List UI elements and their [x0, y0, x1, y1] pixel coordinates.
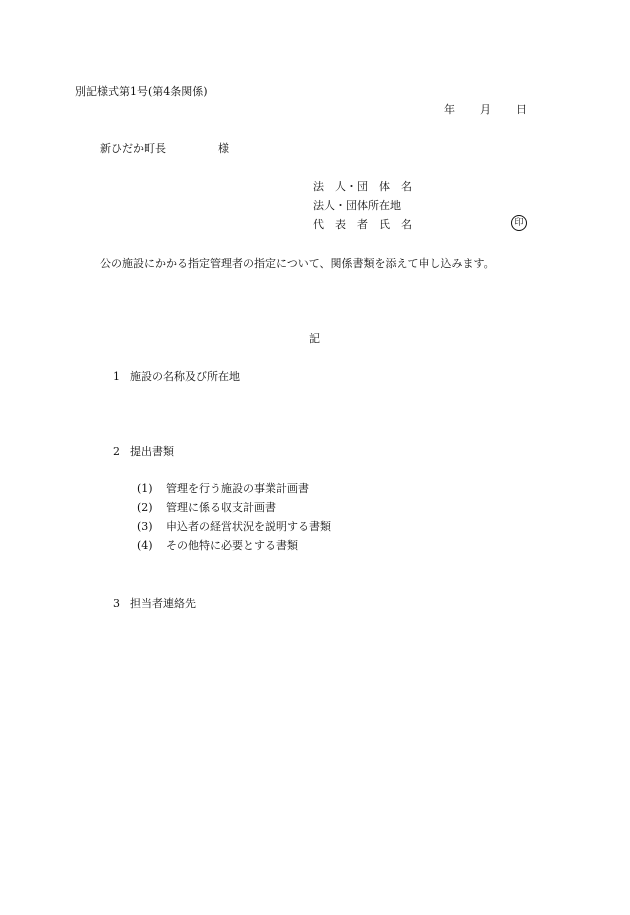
item-number: 1: [113, 370, 120, 383]
date-day-label: 日: [516, 103, 527, 116]
document-number: (1): [137, 482, 153, 495]
applicant-name-label: 法 人・団 体 名: [313, 180, 412, 193]
item-number: 2: [113, 445, 120, 458]
seal-mark: 印: [511, 215, 527, 231]
addressee-honorific: 様: [218, 142, 229, 155]
addressee-name: 新ひだか町長: [100, 142, 166, 155]
document-item: その他特に必要とする書類: [166, 539, 298, 552]
document-number: (2): [137, 501, 153, 514]
date-year-label: 年: [444, 103, 455, 116]
document-item: 申込者の経営状況を説明する書類: [166, 520, 331, 533]
applicant-address-label: 法人・団体所在地: [313, 199, 401, 212]
ki-heading: 記: [309, 332, 320, 345]
item-number: 3: [113, 597, 120, 610]
date-month-label: 月: [480, 103, 491, 116]
representative-name-label: 代 表 者 氏 名: [313, 218, 412, 231]
item-contact-person: 担当者連絡先: [130, 597, 196, 610]
document-number: (3): [137, 520, 153, 533]
document-item: 管理を行う施設の事業計画書: [166, 482, 309, 495]
document-number: (4): [137, 539, 153, 552]
application-statement: 公の施設にかかる指定管理者の指定について、関係書類を添えて申し込みます。: [100, 257, 495, 270]
document-item: 管理に係る収支計画書: [166, 501, 276, 514]
item-submitted-documents: 提出書類: [130, 445, 174, 458]
form-title: 別記様式第1号(第4条関係): [75, 85, 208, 98]
item-facility-name-location: 施設の名称及び所在地: [130, 370, 240, 383]
